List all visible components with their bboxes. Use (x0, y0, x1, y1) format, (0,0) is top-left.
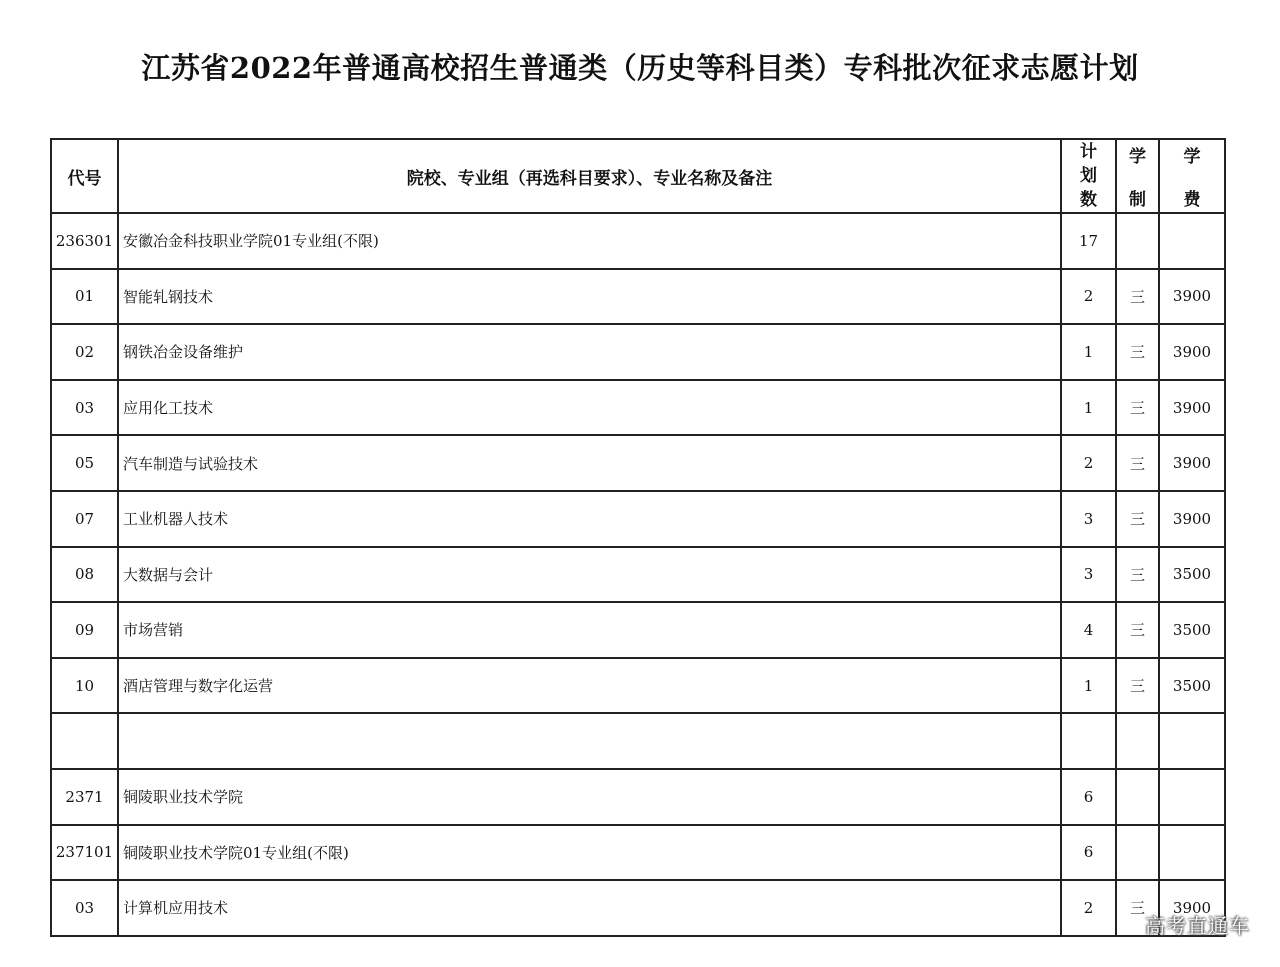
cell-plan-num: 3 (1061, 491, 1116, 547)
table-row (51, 769, 1225, 825)
cell-fee (1159, 769, 1225, 825)
cell-name: 计算机应用技术 (118, 880, 1061, 936)
watermark: 高考直通车 (1145, 914, 1250, 938)
cell-name: 应用化工技术 (118, 380, 1061, 436)
table-row (51, 825, 1225, 881)
cell-plan-num: 1 (1061, 380, 1116, 436)
table-row-empty (51, 713, 1225, 769)
table-row (51, 380, 1225, 436)
cell-name: 智能轧钢技术 (118, 269, 1061, 325)
cell-code: 09 (51, 602, 118, 658)
table-header-row (51, 139, 1225, 213)
table-row (51, 658, 1225, 714)
cell-code: 237101 (51, 825, 118, 881)
cell-plan-num: 4 (1061, 602, 1116, 658)
table-row (51, 269, 1225, 325)
header-years-char: 学 (1129, 147, 1146, 167)
cell-years: 三 (1116, 880, 1159, 936)
cell-plan-num: 2 (1061, 435, 1116, 491)
cell-code: 08 (51, 547, 118, 603)
cell-fee: 3900 (1159, 880, 1225, 936)
header-plan-num (1061, 139, 1116, 213)
enrollment-plan-table (50, 138, 1226, 937)
cell-name: 铜陵职业技术学院01专业组(不限) (118, 825, 1061, 881)
cell-plan-num: 1 (1061, 324, 1116, 380)
cell-fee: 3900 (1159, 324, 1225, 380)
cell-years (1116, 213, 1159, 269)
cell-name: 工业机器人技术 (118, 491, 1061, 547)
cell-fee: 3500 (1159, 602, 1225, 658)
table-row (51, 213, 1225, 269)
header-name: 院校、专业组（再选科目要求）、专业名称及备注 (118, 139, 1061, 213)
cell-plan-num: 6 (1061, 825, 1116, 881)
cell-code: 03 (51, 880, 118, 936)
cell-years: 三 (1116, 324, 1159, 380)
cell-code: 10 (51, 658, 118, 714)
cell-name: 酒店管理与数字化运营 (118, 658, 1061, 714)
cell-years: 三 (1116, 658, 1159, 714)
cell-code: 2371 (51, 769, 118, 825)
cell-fee: 3900 (1159, 491, 1225, 547)
header-plan-num-char: 计 (1080, 142, 1097, 162)
cell-fee: 3500 (1159, 658, 1225, 714)
cell-fee (1159, 213, 1225, 269)
cell-plan-num: 2 (1061, 880, 1116, 936)
cell-years: 三 (1116, 547, 1159, 603)
cell-code: 03 (51, 380, 118, 436)
cell-name (118, 713, 1061, 769)
cell-name: 钢铁冶金设备维护 (118, 324, 1061, 380)
table-row (51, 324, 1225, 380)
cell-fee: 3900 (1159, 435, 1225, 491)
table-row (51, 602, 1225, 658)
cell-code: 236301 (51, 213, 118, 269)
table-row (51, 880, 1225, 936)
cell-years: 三 (1116, 491, 1159, 547)
cell-years: 三 (1116, 380, 1159, 436)
cell-years (1116, 713, 1159, 769)
header-years (1116, 139, 1159, 213)
cell-years: 三 (1116, 602, 1159, 658)
header-years-char: 制 (1129, 190, 1146, 210)
table-row (51, 547, 1225, 603)
cell-years: 三 (1116, 269, 1159, 325)
cell-code: 05 (51, 435, 118, 491)
cell-fee (1159, 713, 1225, 769)
cell-years (1116, 769, 1159, 825)
cell-fee: 3900 (1159, 380, 1225, 436)
cell-name: 铜陵职业技术学院 (118, 769, 1061, 825)
cell-name: 大数据与会计 (118, 547, 1061, 603)
header-plan-num-char: 划 (1080, 166, 1097, 186)
cell-code (51, 713, 118, 769)
table-row (51, 435, 1225, 491)
cell-code: 07 (51, 491, 118, 547)
header-fee (1159, 139, 1225, 213)
cell-code: 02 (51, 324, 118, 380)
table-row (51, 491, 1225, 547)
cell-years (1116, 825, 1159, 881)
header-plan-num-char: 数 (1080, 190, 1097, 210)
page-title: 江苏省2022年普通高校招生普通类（历史等科目类）专科批次征求志愿计划 (141, 51, 1139, 85)
header-fee-char: 费 (1183, 190, 1201, 210)
cell-years: 三 (1116, 435, 1159, 491)
cell-plan-num: 1 (1061, 658, 1116, 714)
cell-plan-num: 3 (1061, 547, 1116, 603)
cell-fee (1159, 825, 1225, 881)
cell-fee: 3900 (1159, 269, 1225, 325)
header-code: 代号 (51, 139, 118, 213)
cell-code: 01 (51, 269, 118, 325)
cell-plan-num: 6 (1061, 769, 1116, 825)
header-fee-char: 学 (1183, 147, 1201, 167)
cell-name: 市场营销 (118, 602, 1061, 658)
cell-plan-num: 2 (1061, 269, 1116, 325)
cell-name: 安徽冶金科技职业学院01专业组(不限) (118, 213, 1061, 269)
cell-plan-num: 17 (1061, 213, 1116, 269)
cell-plan-num (1061, 713, 1116, 769)
cell-name: 汽车制造与试验技术 (118, 435, 1061, 491)
cell-fee: 3500 (1159, 547, 1225, 603)
